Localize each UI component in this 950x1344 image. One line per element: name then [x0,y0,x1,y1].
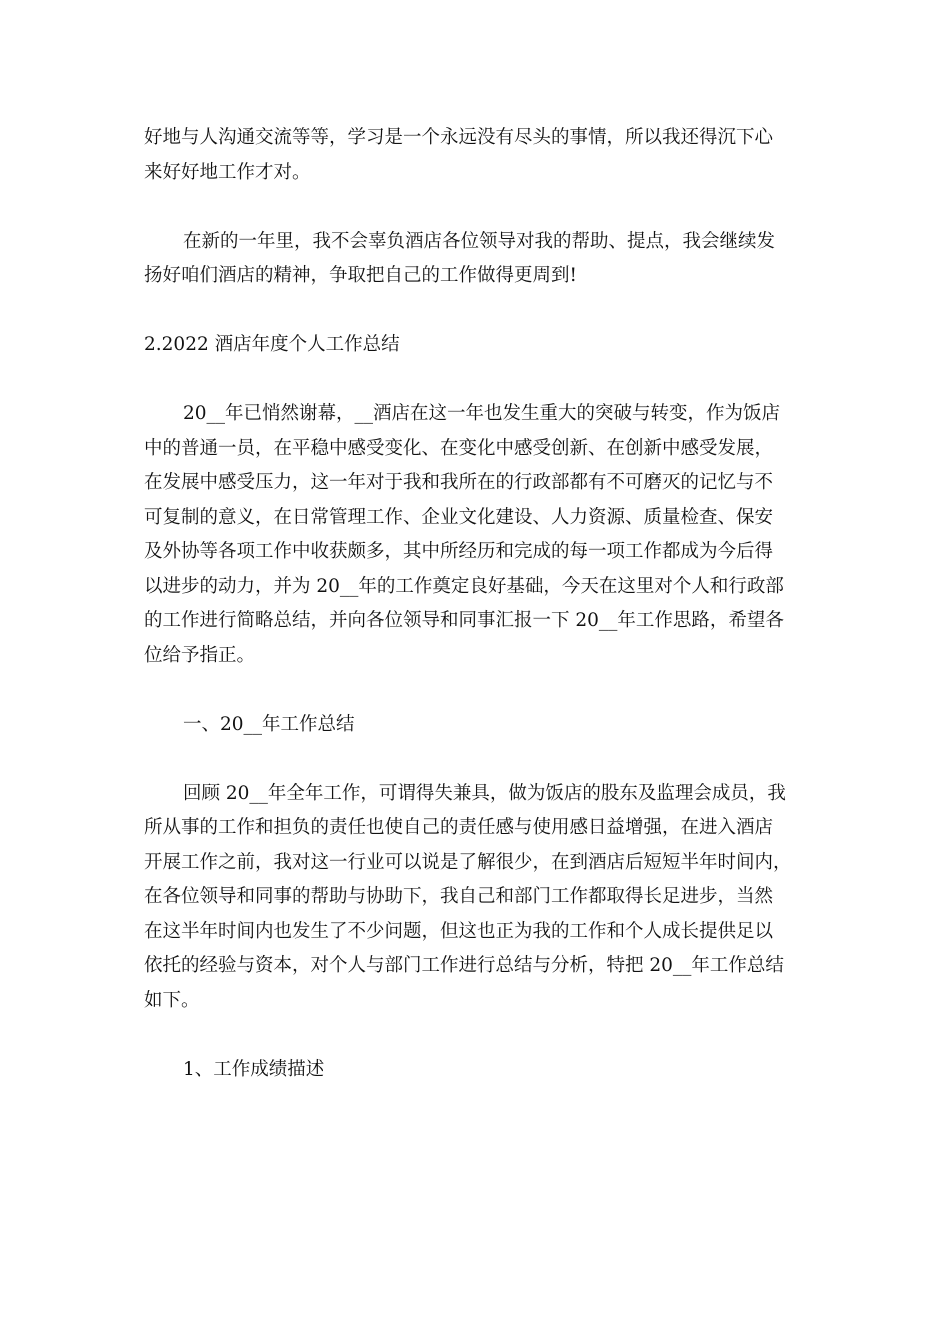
text-line: 所从事的工作和担负的责任也使自己的责任感与使用感日益增强，在进入酒店 [144,817,774,838]
text-line: 好地与人沟通交流等等，学习是一个永远没有尽头的事情，所以我还得沉下心 [144,127,774,148]
text-line: 在新的一年里，我不会辜负酒店各位领导对我的帮助、提点，我会继续发 [183,230,776,252]
text-line: 20__年已悄然谢幕，__酒店在这一年也发生重大的突破与转变，作为饭店 [183,403,781,424]
section-heading-2022-summary [144,328,810,363]
text-line: 扬好咱们酒店的精神，争取把自己的工作做得更周到! [144,265,577,286]
text-line: 中的普通一员，在平稳中感受变化、在变化中感受创新、在创新中感受发展， [144,437,774,459]
text-line: 以进步的动力，并为 20__年的工作奠定良好基础，今天在这里对个人和行政部 [144,575,784,597]
paragraph-year-overview [144,397,810,673]
text-line: 在各位领导和同事的帮助与协助下，我自己和部门工作都取得长足进步，当然 [144,886,774,907]
text-line: 在这半年时间内也发生了不少问题，但这也正为我的工作和个人成长提供足以 [144,920,774,942]
text-line: 回顾 20__年全年工作，可谓得失兼具，做为饭店的股东及监理会成员，我 [183,782,786,804]
text-line: 开展工作之前，我对这一行业可以说是了解很少，在到酒店后短短半年时间内， [144,851,792,873]
paragraph-learning-continuation [144,121,810,190]
section-heading-work-summary [144,708,810,743]
document-body [144,121,810,1122]
text-line: 位给予指正。 [144,644,256,666]
text-line: 在发展中感受压力，这一年对于我和我所在的行政部都有不可磨灭的记忆与不 [144,472,774,493]
text-line: 来好好地工作才对。 [144,161,311,183]
heading-text: 一、20__年工作总结 [183,713,355,735]
text-line: 可复制的意义，在日常管理工作、企业文化建设、人力资源、质量检查、保安 [144,506,774,528]
text-line: 依托的经验与资本，对个人与部门工作进行总结与分析，特把 20__年工作总结 [144,955,784,976]
text-line: 的工作进行简略总结，并向各位领导和同事汇报一下 20__年工作思路，希望各 [144,610,784,631]
paragraph-new-year [144,225,810,294]
heading-text: 1、工作成绩描述 [183,1058,325,1080]
text-line: 如下。 [144,989,200,1011]
heading-text: 2.2022 酒店年度个人工作总结 [144,334,400,355]
paragraph-review [144,777,810,1019]
subsection-heading-achievements [144,1053,810,1088]
text-line: 及外协等各项工作中收获颇多，其中所经历和完成的每一项工作都成为今后得 [144,541,774,562]
